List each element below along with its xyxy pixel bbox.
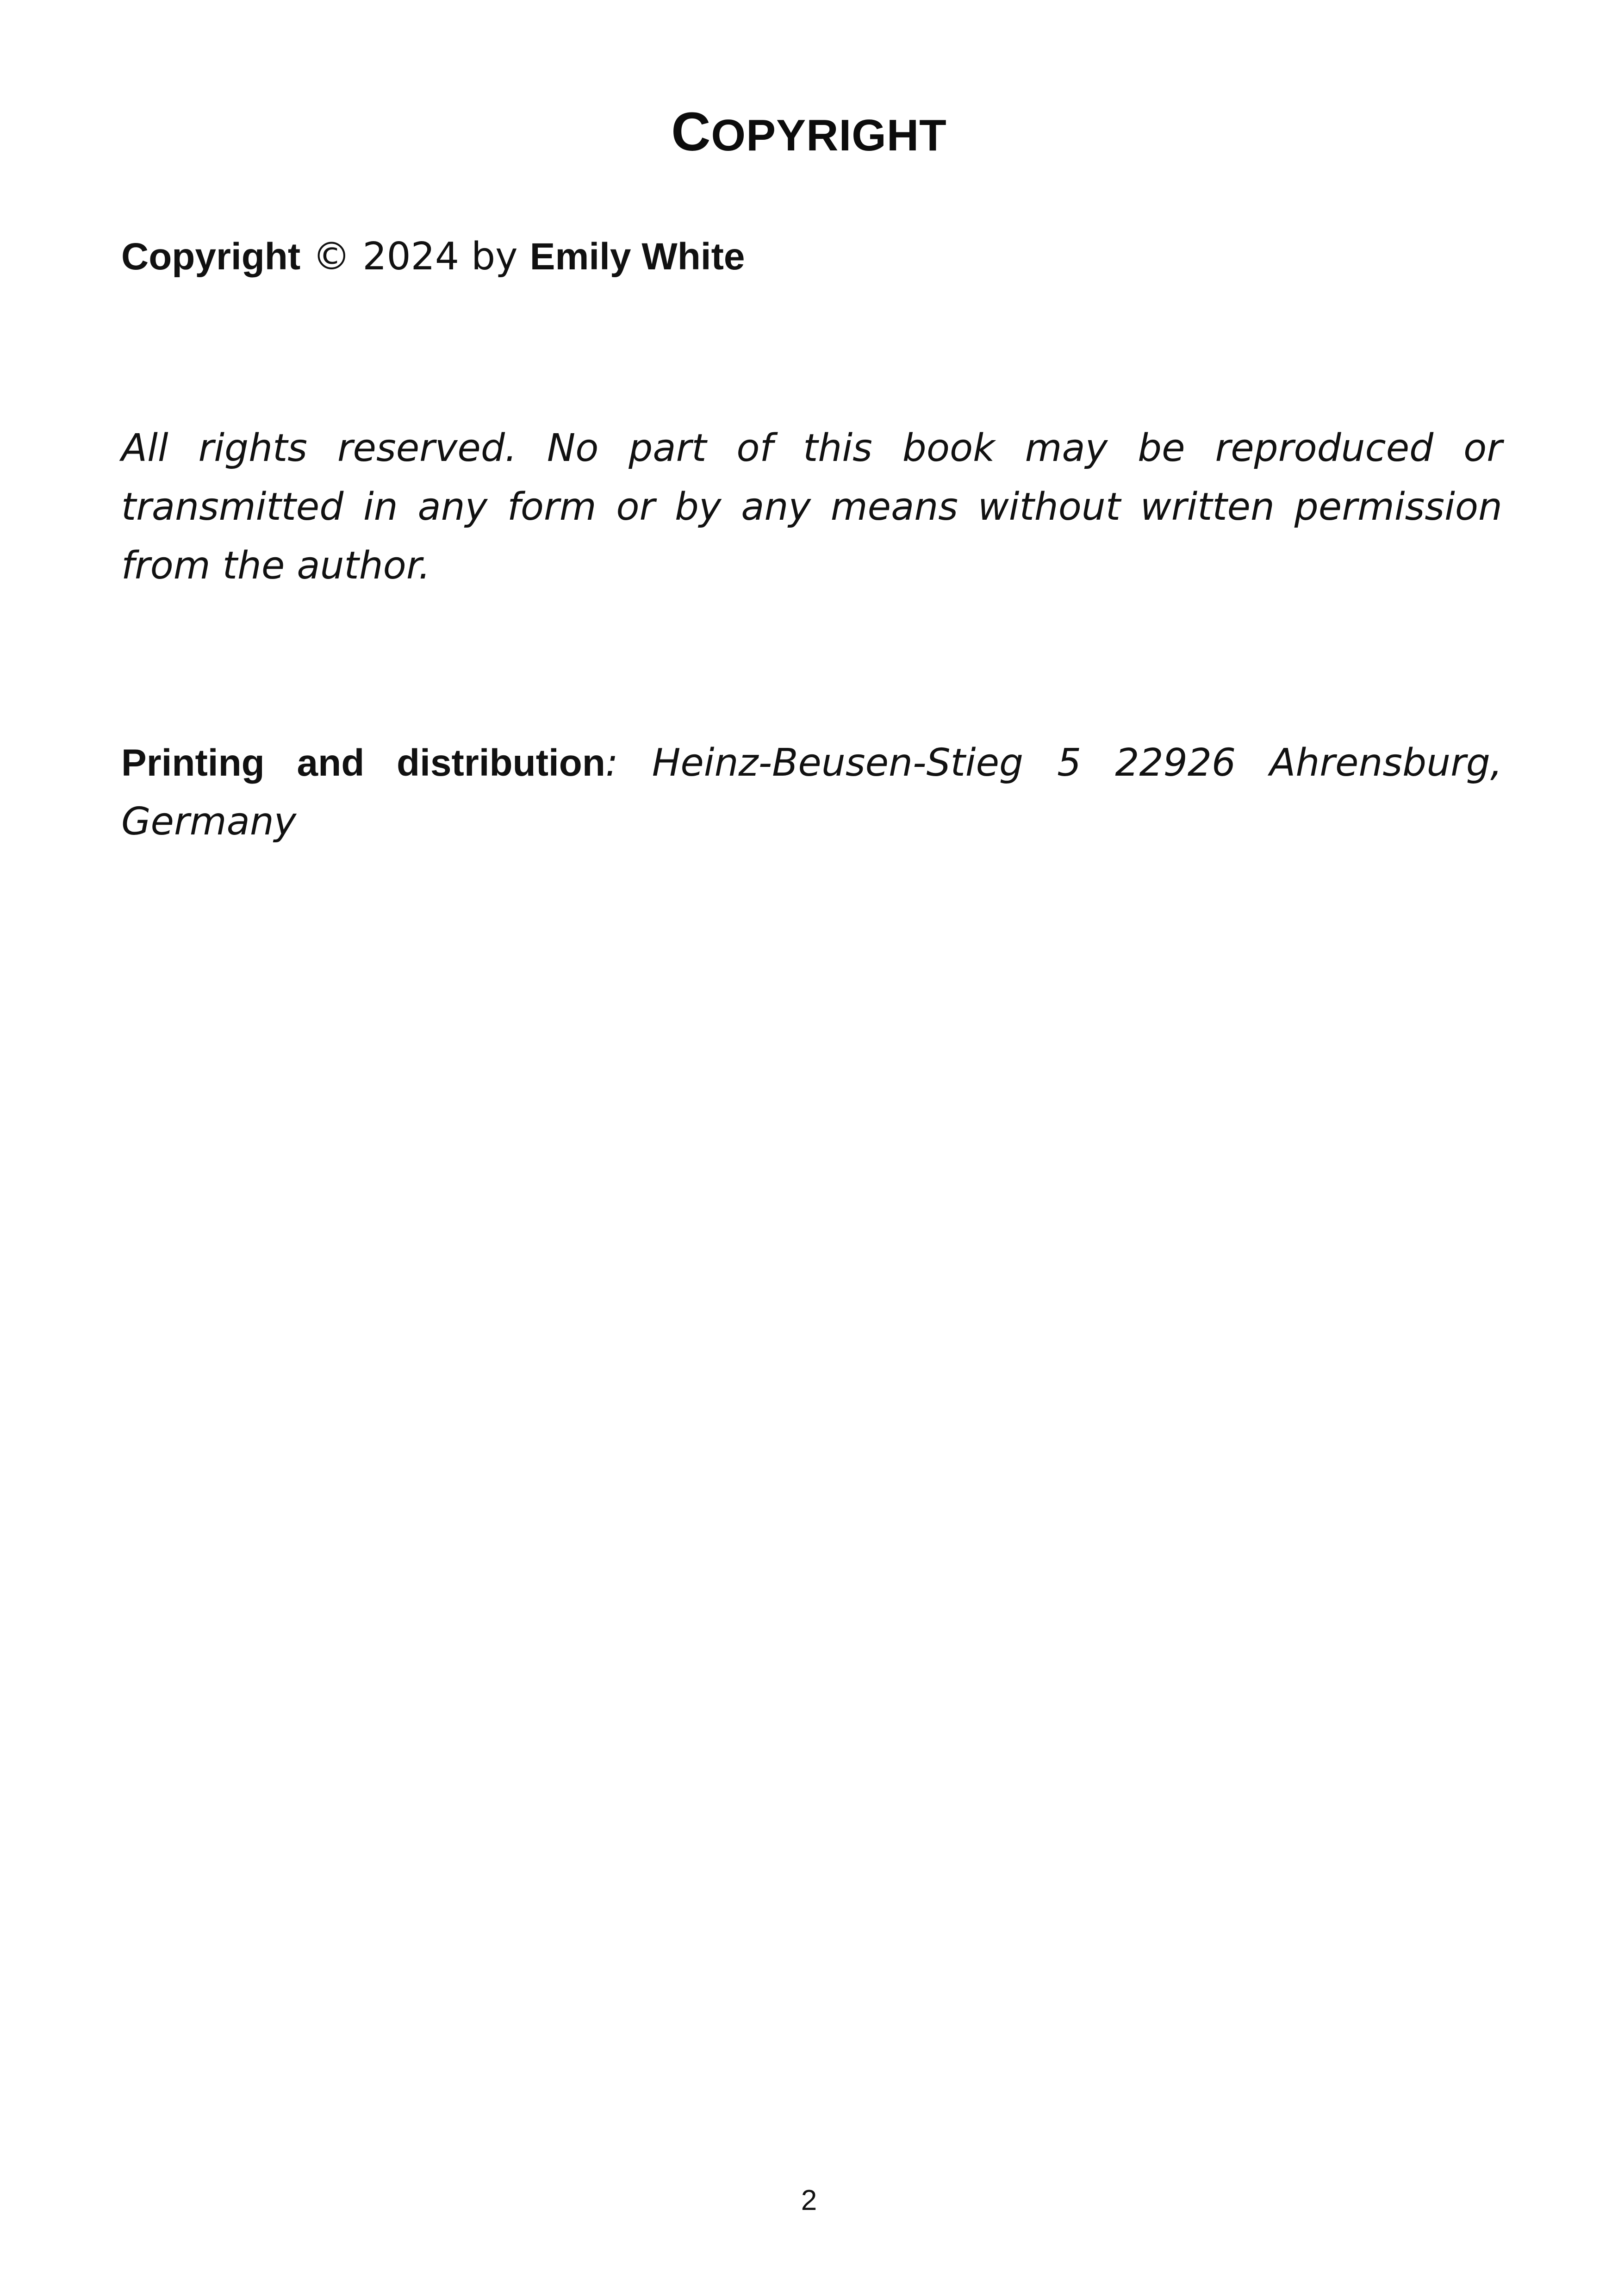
page-title-rest: OPYRIGHT xyxy=(711,111,947,160)
printing-separator: : xyxy=(605,741,618,785)
copyright-symbol: © xyxy=(312,235,351,279)
copyright-notice xyxy=(121,227,745,287)
printing-label: Printing and distribution xyxy=(121,742,605,784)
author-name: Emily White xyxy=(529,236,745,278)
page-number: 2 xyxy=(801,2184,817,2216)
copyright-year: 2024 xyxy=(362,235,460,279)
rights-paragraph: All rights reserved. No part of this book may be reproduced or transmitted in any form or by any means without written permission from the author. xyxy=(121,426,1502,588)
copyright-label: Copyright xyxy=(121,236,301,278)
printing-address: Heinz-Beusen-Stieg 5 22926 Ahrensburg, Germany xyxy=(121,741,1503,844)
page-title xyxy=(0,95,1618,173)
printing-paragraph xyxy=(121,734,1502,851)
page-title-initial: C xyxy=(671,101,711,162)
copyright-by: by xyxy=(471,235,518,279)
